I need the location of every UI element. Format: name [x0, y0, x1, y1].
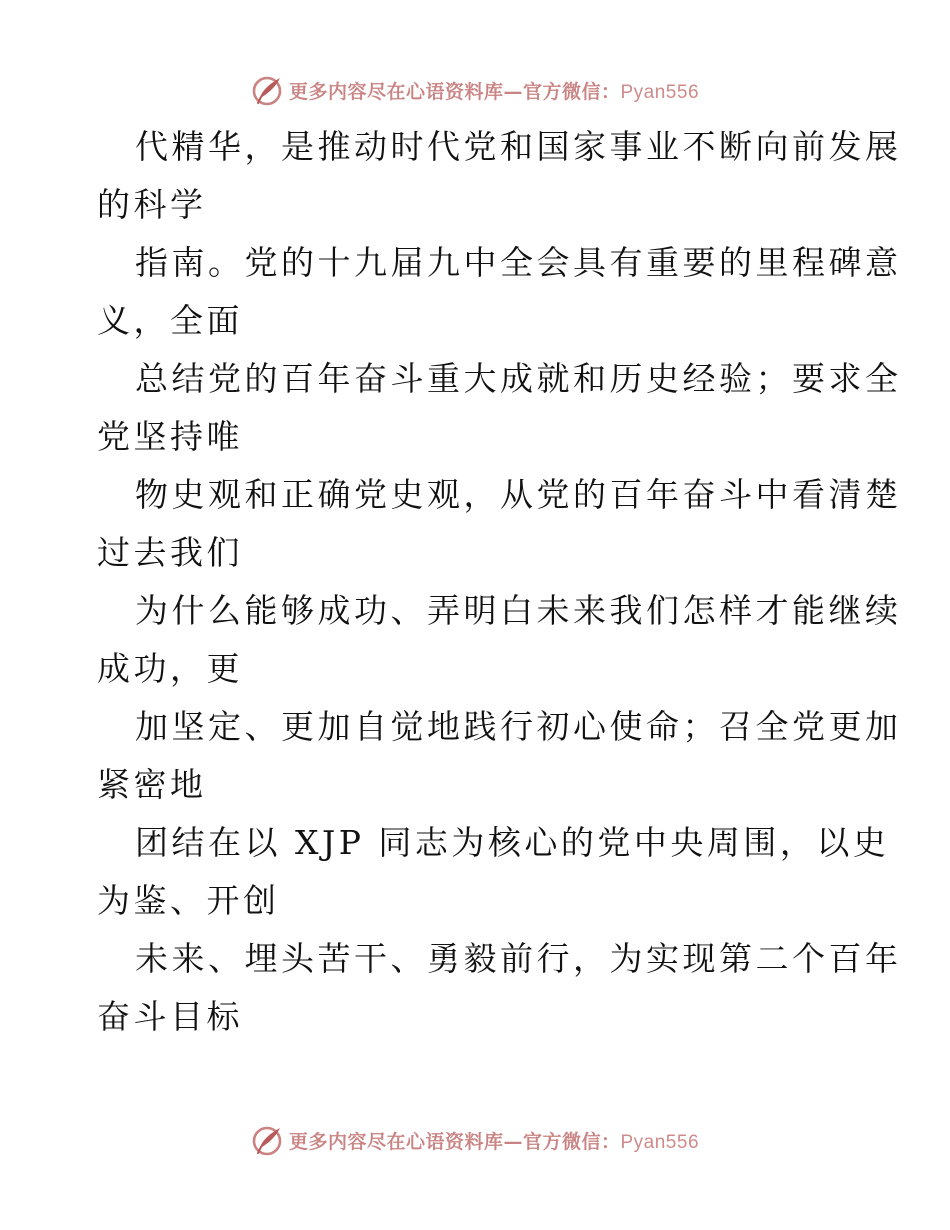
text-line: 代精华，是推动时代党和国家事业不断向前发展 — [135, 127, 902, 166]
header-watermark — [0, 70, 950, 110]
watermark-text — [289, 77, 699, 104]
watermark-wechat-id: Pyan556 — [620, 81, 700, 103]
watermark-wechat-id: Pyan556 — [620, 1131, 700, 1153]
text-line: 过去我们 — [97, 533, 243, 572]
text-line: 奋斗目标 — [97, 997, 243, 1036]
text-line: 团结在以 XJP 同志为核心的党中央周围，以史 — [135, 823, 890, 862]
text-line: 紧密地 — [97, 765, 207, 804]
watermark-label: 更多内容尽在心语资料库—官方微信： — [288, 1130, 621, 1153]
text-line: 为什么能够成功、弄明白未来我们怎样才能继续 — [135, 591, 902, 630]
text-line: 物史观和正确党史观，从党的百年奋斗中看清楚 — [135, 475, 902, 514]
quill-logo-icon — [251, 1123, 285, 1157]
quill-logo-icon — [251, 73, 285, 107]
text-line: 加坚定、更加自觉地践行初心使命；召全党更加 — [135, 707, 902, 746]
text-line: 的科学 — [97, 185, 207, 224]
text-line: 未来、埋头苦干、勇毅前行，为实现第二个百年 — [135, 939, 902, 978]
text-line: 义，全面 — [97, 301, 243, 340]
footer-watermark — [0, 1120, 950, 1160]
text-line: 党坚持唯 — [97, 417, 243, 456]
watermark-label: 更多内容尽在心语资料库—官方微信： — [288, 80, 621, 103]
watermark-text — [289, 1127, 699, 1154]
text-line: 成功，更 — [97, 649, 243, 688]
text-line: 总结党的百年奋斗重大成就和历史经验；要求全 — [135, 359, 902, 398]
text-line: 指南。党的十九届九中全会具有重要的里程碑意 — [135, 243, 902, 282]
text-line: 为鉴、开创 — [97, 881, 280, 920]
document-body — [97, 118, 902, 1046]
